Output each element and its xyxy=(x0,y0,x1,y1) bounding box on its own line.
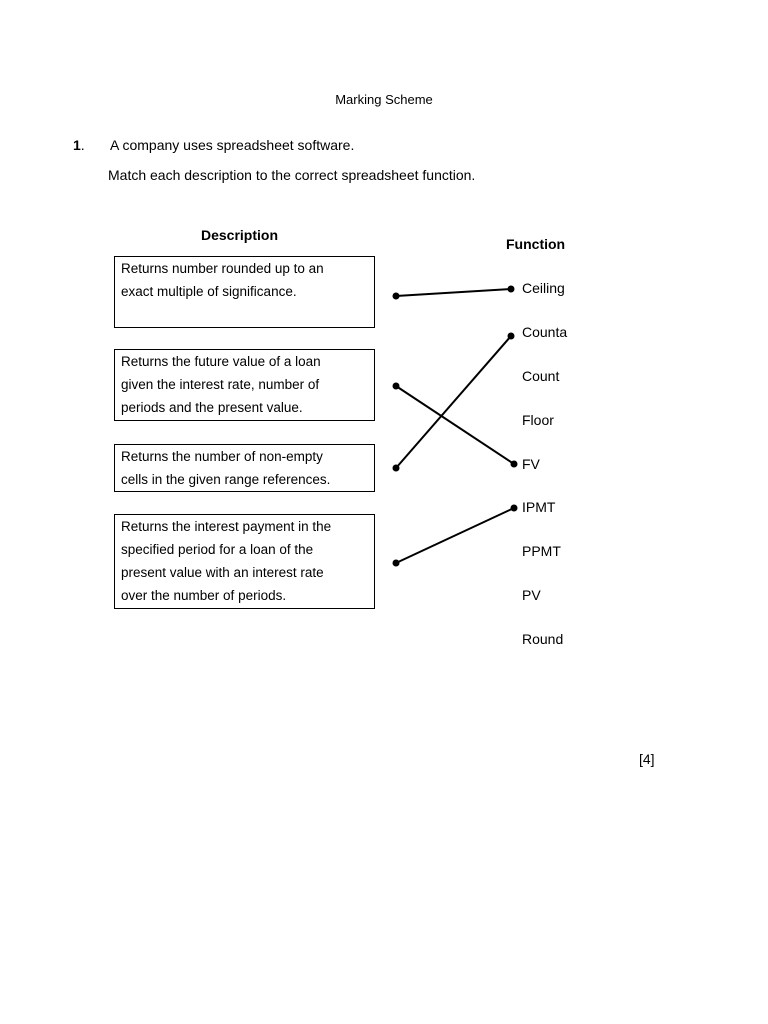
connector-line-ipmt xyxy=(396,508,514,563)
connector-dot xyxy=(508,286,515,293)
marks-total: [4] xyxy=(639,751,655,767)
connector-dot xyxy=(511,505,518,512)
question-number xyxy=(73,137,85,153)
function-floor: Floor xyxy=(522,412,554,428)
description-box-counta xyxy=(114,444,375,492)
description-box-ceiling xyxy=(114,256,375,328)
page-heading: Marking Scheme xyxy=(335,92,433,107)
function-column-heading: Function xyxy=(506,236,566,252)
question-number-suffix: . xyxy=(80,137,85,153)
description-line: cells in the given range references. xyxy=(121,472,331,487)
connector-line-counta xyxy=(396,336,511,468)
function-count: Count xyxy=(522,368,560,384)
description-line: Returns the future value of a loan xyxy=(121,354,321,369)
description-line: specified period for a loan of the xyxy=(121,542,314,557)
function-fv: FV xyxy=(522,456,540,472)
function-pv: PV xyxy=(522,587,541,603)
connector-dot xyxy=(393,293,400,300)
description-line: periods and the present value. xyxy=(121,400,303,415)
connector-line-ceiling xyxy=(396,289,511,296)
description-line: over the number of periods. xyxy=(121,588,287,603)
connector-dot xyxy=(393,560,400,567)
description-line: exact multiple of significance. xyxy=(121,284,297,299)
question-text: A company uses spreadsheet software. xyxy=(110,137,355,153)
connector-dot xyxy=(511,461,518,468)
description-line: given the interest rate, number of xyxy=(121,377,320,392)
function-ipmt: IPMT xyxy=(522,499,556,515)
connector-dot xyxy=(393,383,400,390)
question-instruction: Match each description to the correct spreadsheet function. xyxy=(108,167,476,183)
description-box-ipmt xyxy=(114,514,375,609)
description-line: Returns the interest payment in the xyxy=(121,519,332,534)
description-box-fv xyxy=(114,349,375,421)
function-round: Round xyxy=(522,631,564,647)
function-ppmt: PPMT xyxy=(522,543,561,559)
description-line: Returns the number of non-empty xyxy=(121,449,323,464)
connector-line-fv xyxy=(396,386,514,464)
question-number-value: 1 xyxy=(73,137,81,153)
description-line: present value with an interest rate xyxy=(121,565,324,580)
function-counta: Counta xyxy=(522,324,568,340)
description-column-heading: Description xyxy=(201,227,279,243)
function-ceiling: Ceiling xyxy=(522,280,565,296)
description-line: Returns number rounded up to an xyxy=(121,261,324,276)
connector-dot xyxy=(508,333,515,340)
connector-dot xyxy=(393,465,400,472)
